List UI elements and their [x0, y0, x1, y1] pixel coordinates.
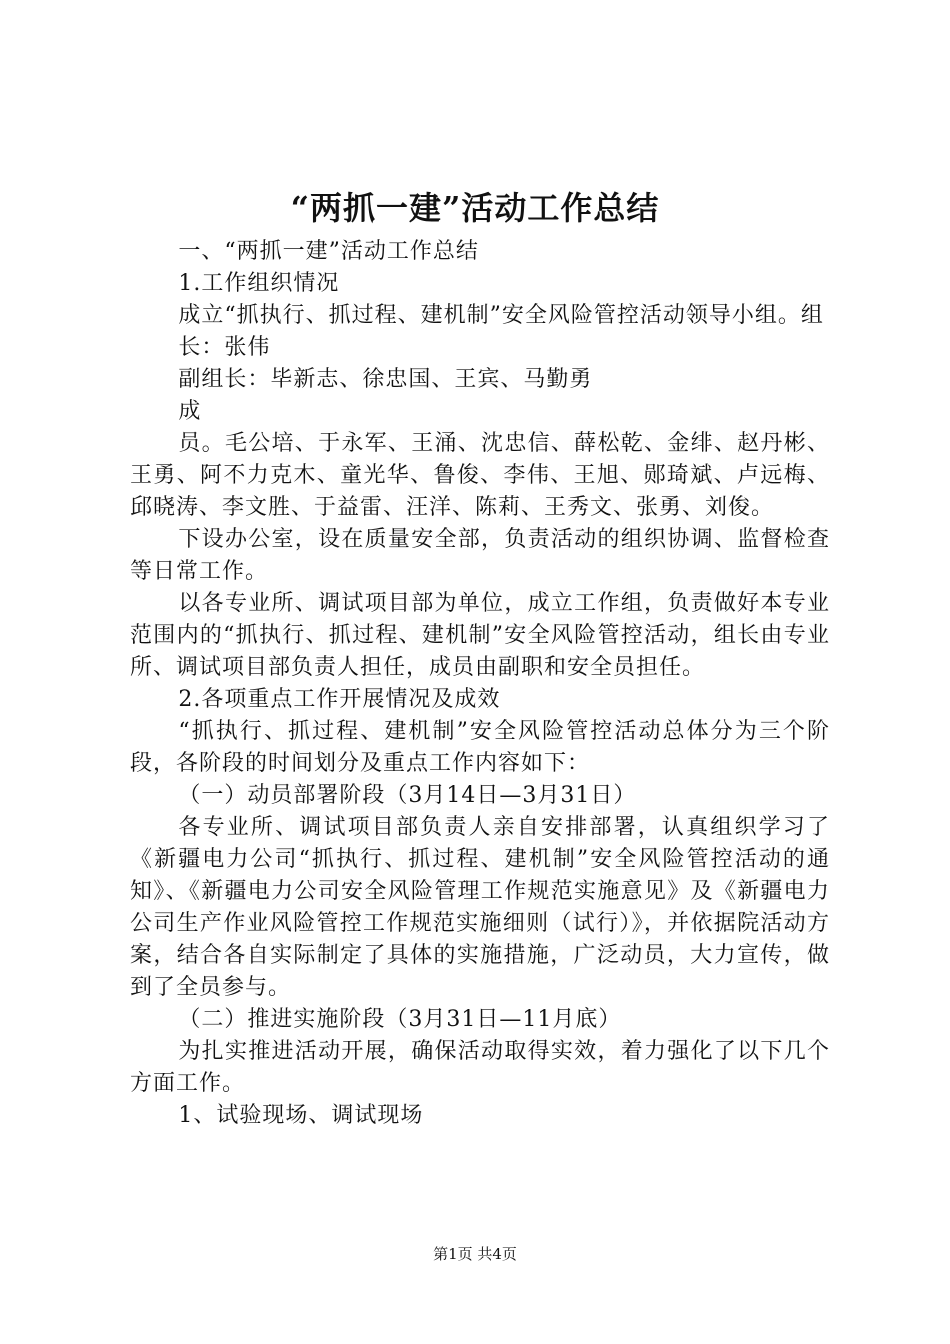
document-body	[130, 236, 830, 1132]
subsection-heading: 1.工作组织情况	[178, 271, 340, 296]
paragraph: 各专业所、调试项目部负责人亲自安排部署，认真组织学习了《新疆电力公司“抓执行、抓过程、建机制”安全风险管控活动的通知》、《新疆电力公司安全风险管理工作规范实施意见》及《新疆电力公司生产作业风险管控工作规范实施细则（试行）》，并依据院活动方案，结合各自实际制定了具体的实施措施，广泛动员，大力宣传，做到了全员参与。	[130, 815, 830, 1000]
stage-heading: （一）动员部署阶段（3月14日—3月31日）	[178, 783, 637, 808]
paragraph: 成	[178, 399, 202, 424]
document-title: “两抓一建”活动工作总结	[290, 189, 660, 227]
paragraph: 成立“抓执行、抓过程、建机制”安全风险管控活动领导小组。组	[178, 303, 824, 328]
item-heading: 1、试验现场、调试现场	[178, 1103, 424, 1128]
paragraph: “抓执行、抓过程、建机制”安全风险管控活动总体分为三个阶段，各阶段的时间划分及重点工作内容如下：	[130, 719, 830, 776]
paragraph: 以各专业所、调试项目部为单位，成立工作组，负责做好本专业范围内的“抓执行、抓过程、建机制”安全风险管控活动，组长由专业所、调试项目部负责人担任，成员由副职和安全员担任。	[130, 591, 830, 680]
paragraph: 副组长：毕新志、徐忠国、王宾、马勤勇	[178, 367, 593, 392]
section-heading: 一、“两抓一建”活动工作总结	[178, 239, 479, 264]
stage-heading: （二）推进实施阶段（3月31日—11月底）	[178, 1007, 622, 1032]
paragraph: 为扎实推进活动开展，确保活动取得实效，着力强化了以下几个方面工作。	[130, 1039, 830, 1096]
paragraph: 员。毛公培、于永军、王涌、沈忠信、薛松乾、金绯、赵丹彬、王勇、阿不力克木、童光华、鲁俊、李伟、王旭、郧琦斌、卢远梅、邱晓涛、李文胜、于益雷、汪洋、陈莉、王秀文、张勇、刘俊。	[130, 431, 830, 520]
paragraph: 下设办公室，设在质量安全部，负责活动的组织协调、监督检查等日常工作。	[130, 527, 830, 584]
page-footer: 第1页 共4页	[433, 1245, 517, 1263]
subsection-heading: 2.各项重点工作开展情况及成效	[178, 687, 501, 712]
paragraph: 长：张伟	[178, 335, 271, 360]
